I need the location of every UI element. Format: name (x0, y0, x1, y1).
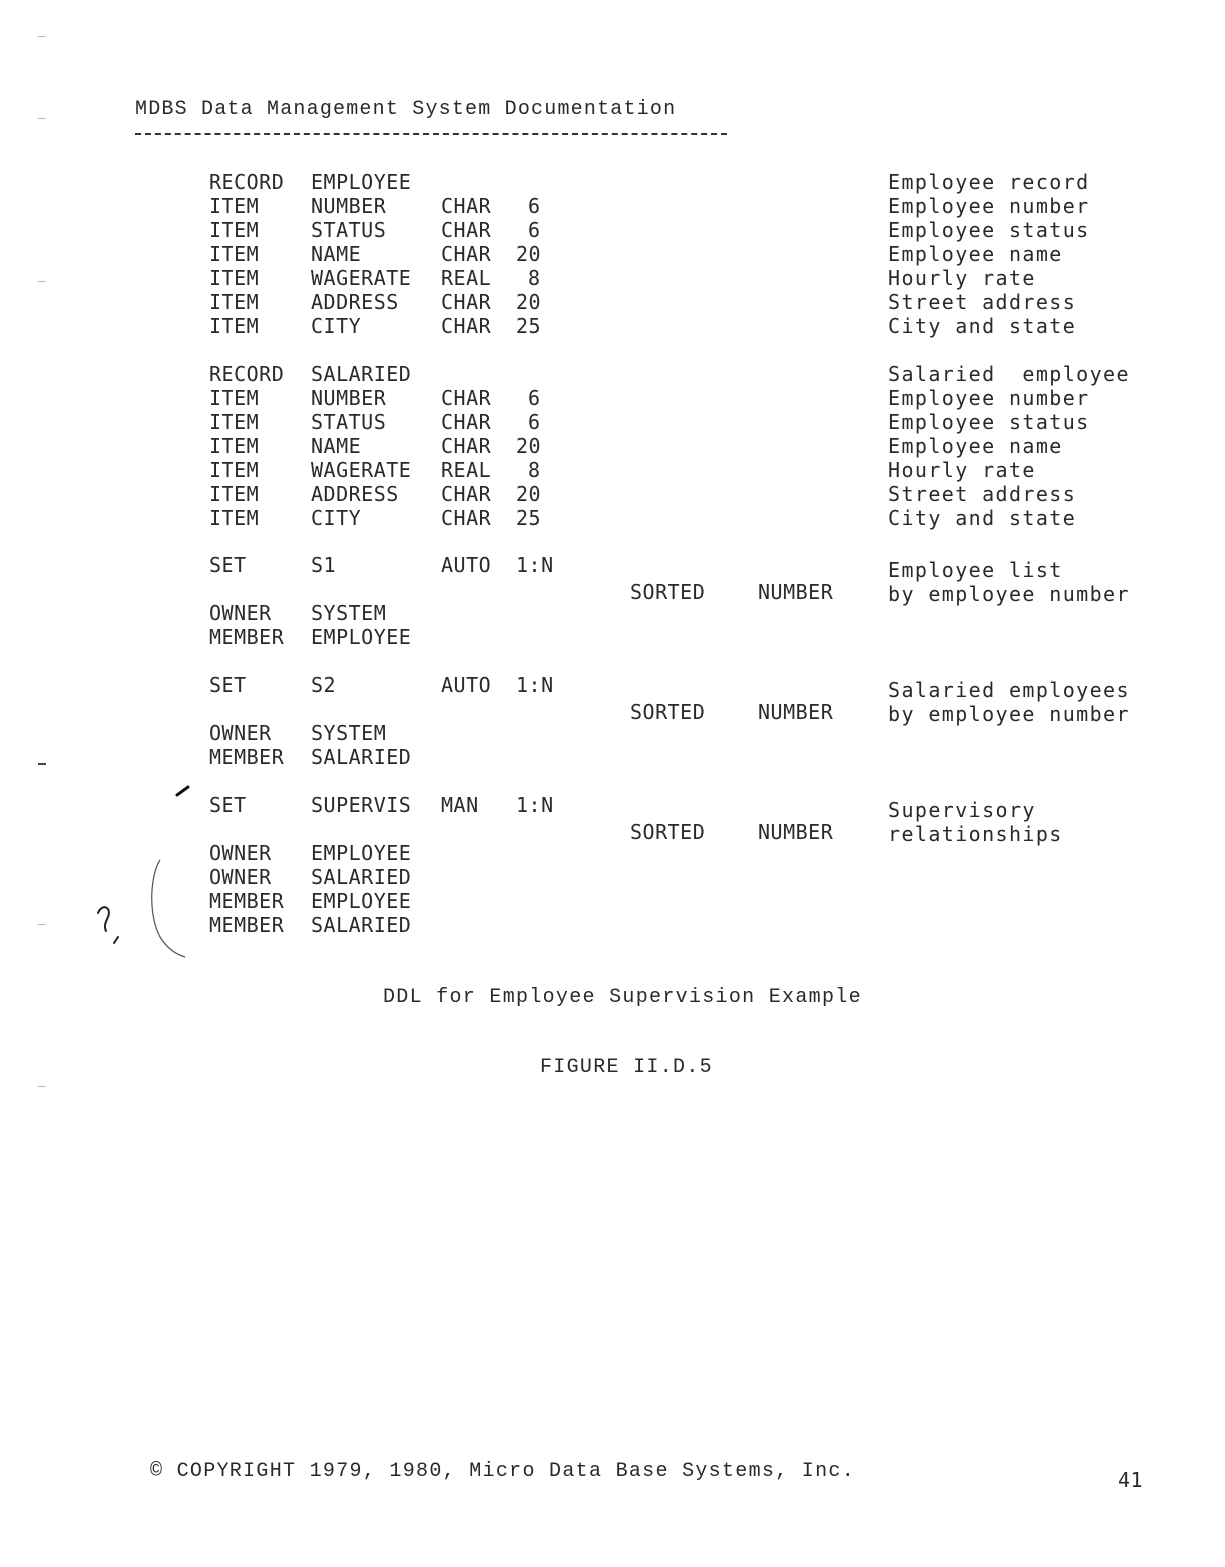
owner-name: EMPLOYEE (311, 841, 412, 865)
item-name: ADDRESS (311, 290, 399, 314)
set-keyword: SET (209, 553, 247, 577)
set-order: SORTED (630, 700, 706, 724)
set-description-line1: Salaried employees (888, 678, 1130, 702)
item-description: Employee name (888, 434, 1063, 458)
owner-keyword: OWNER (209, 601, 272, 625)
owner-keyword: OWNER (209, 865, 272, 889)
item-size: 8 (528, 458, 541, 482)
item-keyword: ITEM (209, 290, 260, 314)
owner-name: SYSTEM (311, 721, 387, 745)
item-keyword: ITEM (209, 266, 260, 290)
member-keyword: MEMBER (209, 913, 285, 937)
item-keyword: ITEM (209, 242, 260, 266)
item-type: CHAR (441, 218, 492, 242)
copyright-notice: © COPYRIGHT 1979, 1980, Micro Data Base Systems, Inc. (150, 1460, 856, 1483)
item-keyword: ITEM (209, 194, 260, 218)
member-keyword: MEMBER (209, 625, 285, 649)
item-name: NAME (311, 242, 362, 266)
item-description: Hourly rate (888, 458, 1036, 482)
set-cardinality: 1:N (516, 673, 554, 697)
member-name: SALARIED (311, 913, 412, 937)
item-keyword: ITEM (209, 506, 260, 530)
item-size: 20 (516, 242, 542, 266)
item-type: CHAR (441, 410, 492, 434)
margin-mark (38, 924, 46, 925)
set-keyword: SET (209, 673, 247, 697)
item-name: CITY (311, 314, 362, 338)
figure-label: FIGURE II.D.5 (540, 1056, 713, 1079)
member-name: EMPLOYEE (311, 625, 412, 649)
owner-keyword: OWNER (209, 841, 272, 865)
item-size: 25 (516, 314, 542, 338)
item-description: Employee number (888, 194, 1090, 218)
set-name: SUPERVIS (311, 793, 412, 817)
member-name: EMPLOYEE (311, 889, 412, 913)
owner-name: SALARIED (311, 865, 412, 889)
item-keyword: ITEM (209, 386, 260, 410)
owner-keyword: OWNER (209, 721, 272, 745)
set-description-line1: Employee list (888, 558, 1063, 582)
set-name: S2 (311, 673, 337, 697)
margin-mark (38, 1086, 46, 1087)
set-description-line1: Supervisory (888, 798, 1036, 822)
set-sort-key: NUMBER (758, 700, 834, 724)
margin-mark (38, 763, 46, 765)
item-type: REAL (441, 266, 492, 290)
member-keyword: MEMBER (209, 745, 285, 769)
page-number: 41 (1118, 1468, 1144, 1492)
document-header-title: MDBS Data Management System Documentation (135, 98, 677, 121)
record-description: Employee record (888, 170, 1090, 194)
item-description: Street address (888, 482, 1077, 506)
item-type: CHAR (441, 194, 492, 218)
set-keyword: SET (209, 793, 247, 817)
item-size: 25 (516, 506, 542, 530)
set-sort-key: NUMBER (758, 580, 834, 604)
set-insertion-mode: AUTO (441, 673, 492, 697)
set-cardinality: 1:N (516, 553, 554, 577)
item-type: CHAR (441, 386, 492, 410)
item-size: 6 (528, 218, 541, 242)
record-keyword: RECORD (209, 362, 285, 386)
item-type: CHAR (441, 434, 492, 458)
margin-mark (38, 281, 46, 282)
item-keyword: ITEM (209, 410, 260, 434)
item-description: Hourly rate (888, 266, 1036, 290)
set-description-line2: relationships (888, 822, 1063, 846)
item-description: Employee status (888, 410, 1090, 434)
set-sort-key: NUMBER (758, 820, 834, 844)
record-name: EMPLOYEE (311, 170, 412, 194)
item-type: REAL (441, 458, 492, 482)
item-description: Employee number (888, 386, 1090, 410)
item-type: CHAR (441, 242, 492, 266)
set-insertion-mode: AUTO (441, 553, 492, 577)
margin-mark (38, 118, 46, 119)
item-keyword: ITEM (209, 218, 260, 242)
figure-caption: DDL for Employee Supervision Example (383, 986, 862, 1009)
set-insertion-mode: MAN (441, 793, 479, 817)
item-name: NAME (311, 434, 362, 458)
owner-name: SYSTEM (311, 601, 387, 625)
item-description: City and state (888, 314, 1077, 338)
set-description-line2: by employee number (888, 702, 1130, 726)
record-keyword: RECORD (209, 170, 285, 194)
item-name: CITY (311, 506, 362, 530)
set-cardinality: 1:N (516, 793, 554, 817)
handwritten-question-mark-annotation (90, 785, 200, 965)
set-order: SORTED (630, 580, 706, 604)
item-type: CHAR (441, 314, 492, 338)
item-size: 6 (528, 410, 541, 434)
item-keyword: ITEM (209, 314, 260, 338)
item-name: STATUS (311, 410, 387, 434)
item-keyword: ITEM (209, 434, 260, 458)
item-type: CHAR (441, 290, 492, 314)
set-order: SORTED (630, 820, 706, 844)
item-size: 8 (528, 266, 541, 290)
item-description: City and state (888, 506, 1077, 530)
item-name: ADDRESS (311, 482, 399, 506)
item-size: 20 (516, 434, 542, 458)
item-size: 6 (528, 386, 541, 410)
item-type: CHAR (441, 506, 492, 530)
item-name: STATUS (311, 218, 387, 242)
item-name: NUMBER (311, 194, 387, 218)
item-size: 20 (516, 290, 542, 314)
item-size: 20 (516, 482, 542, 506)
item-keyword: ITEM (209, 458, 260, 482)
record-name: SALARIED (311, 362, 412, 386)
item-description: Street address (888, 290, 1077, 314)
item-description: Employee status (888, 218, 1090, 242)
item-description: Employee name (888, 242, 1063, 266)
margin-mark (38, 36, 46, 37)
item-name: WAGERATE (311, 266, 412, 290)
header-underline (135, 133, 727, 135)
item-size: 6 (528, 194, 541, 218)
item-name: WAGERATE (311, 458, 412, 482)
set-name: S1 (311, 553, 337, 577)
item-keyword: ITEM (209, 482, 260, 506)
member-keyword: MEMBER (209, 889, 285, 913)
member-name: SALARIED (311, 745, 412, 769)
item-name: NUMBER (311, 386, 387, 410)
set-description-line2: by employee number (888, 582, 1130, 606)
item-type: CHAR (441, 482, 492, 506)
record-description: Salaried employee (888, 362, 1130, 386)
